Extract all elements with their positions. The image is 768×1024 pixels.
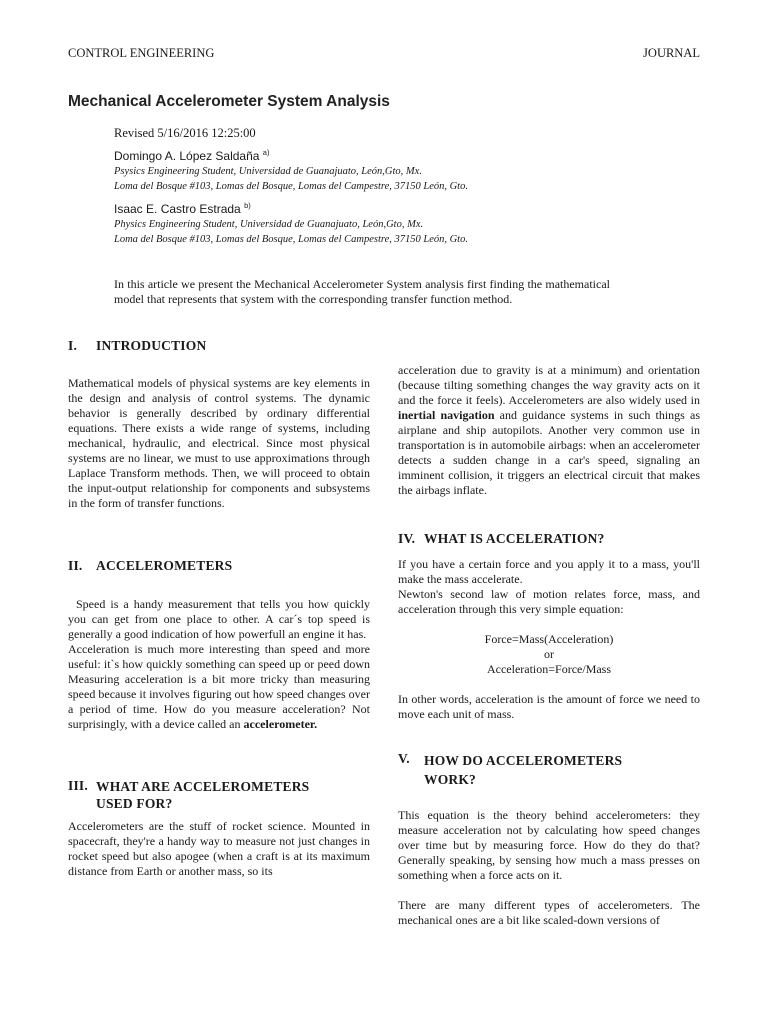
section-heading-4 xyxy=(398,531,700,547)
author-name xyxy=(114,148,714,163)
paragraph xyxy=(68,642,370,732)
author-affiliation: Physics Engineering Student, Universidad de Guanajuato, León,Gto, Mx. xyxy=(114,219,424,230)
section-4-body xyxy=(398,557,700,722)
abstract: In this article we present the Mechanical Accelerometer System analysis first finding the mathematical model that represents that system with the corresponding transfer function method. xyxy=(114,277,610,306)
section-number: V. xyxy=(398,751,410,766)
author-name xyxy=(114,201,714,216)
author-name-text: Isaac E. Castro Estrada xyxy=(114,202,241,216)
revised-date: Revised 5/16/2016 12:25:00 xyxy=(114,126,256,140)
paragraph: Newton's second law of motion relates force, mass, and acceleration through this very simple equation: xyxy=(398,587,700,616)
bold-term: inertial navigation xyxy=(398,408,495,422)
equation-or: or xyxy=(544,647,554,661)
author-name-text: Domingo A. López Saldaña xyxy=(114,149,260,163)
paragraph: This equation is the theory behind accelerometers: they measure acceleration not by calculating how speed changes over time but by measuring force. How do they do that? Generally speaking, by sensing how much a mass presses on something when a force acts on it. xyxy=(398,808,700,882)
paragraph-text: and guidance systems in such things as airplane and ship autopilots. Another very common use in transportation is in automobile airbags: when an accelerometer detects a sudden change in a car's speed, signaling an imminent collision, it triggers an electrical circuit that makes the airbags inflate. xyxy=(398,408,700,497)
paragraph-text: Acceleration is much more interesting than speed and more useful: it`s how quickly something can speed up or peed down Measuring acceleration is a bit more tricky than measuring speed because it involves figuring out how speed changes over a period of time. How do you measure acceleration? Not surprisingly, with a device called an xyxy=(68,642,370,731)
equation-1: Force=Mass(Acceleration) xyxy=(484,632,614,646)
author-superscript: a) xyxy=(262,148,270,157)
paragraph: In other words, acceleration is the amount of force we need to move each unit of mass. xyxy=(398,692,700,721)
section-number: I. xyxy=(68,338,78,353)
paragraph: Speed is a handy measurement that tells you how quickly you can get from one place to other. A car´s top speed is generally a good indication of how powerfull an engine it has. xyxy=(68,597,370,641)
section-heading-3 xyxy=(68,778,370,812)
paragraph-text: acceleration due to gravity is at a minimum) and orientation (because tilting something changes the way gravity acts on it and the force it feels). Accelerometers are also widely used in xyxy=(398,363,700,407)
section-3-body xyxy=(68,819,370,879)
running-header-left: CONTROL ENGINEERING xyxy=(68,46,215,60)
author-block-1 xyxy=(114,148,714,194)
section-3-continued xyxy=(398,363,700,498)
section-number: IV. xyxy=(398,531,416,546)
paragraph: Accelerometers are the stuff of rocket science. Mounted in spacecraft, they're a handy way to measure not just changes in rocket speed but also apogee (when a craft is at its maximum distance from Earth or another mass, so its xyxy=(68,819,370,878)
author-affiliation: Psysics Engineering Student, Universidad de Guanajuato, León,Gto, Mx. xyxy=(114,166,422,177)
section-title: WHAT IS ACCELERATION? xyxy=(424,531,605,546)
author-superscript: b) xyxy=(244,201,251,210)
section-number: II. xyxy=(68,558,83,573)
paragraph: There are many different types of accelerometers. The mechanical ones are a bit like scaled-down versions of xyxy=(398,898,700,927)
section-heading-1 xyxy=(68,338,370,354)
section-heading-5 xyxy=(398,751,700,789)
section-number: III. xyxy=(68,778,88,793)
paragraph: If you have a certain force and you apply it to a mass, you'll make the mass accelerate. xyxy=(398,557,700,586)
section-title: INTRODUCTION xyxy=(96,338,207,353)
paragraph: Mathematical models of physical systems are key elements in the design and analysis of control systems. The dynamic behavior is generally described by ordinary differential equations. There exists a wide range of systems, including mechanical, hydraulic, and electrical. Since most physical systems are no linear, we must to use approximations through Laplace Transform methods. Then, we will proceed to obtain the input-output relationship for components and subsystems in the form of transfer functions. xyxy=(68,376,370,510)
section-5-body xyxy=(398,808,700,928)
bold-term: accelerometer. xyxy=(243,717,318,731)
paper-title: Mechanical Accelerometer System Analysis xyxy=(68,93,390,110)
section-title: ACCELEROMETERS xyxy=(96,558,233,573)
equation-2: Acceleration=Force/Mass xyxy=(486,662,612,676)
section-title: HOW DO ACCELEROMETERS WORK? xyxy=(424,753,623,787)
section-1-body xyxy=(68,376,370,511)
running-header-right: JOURNAL xyxy=(643,46,700,60)
paragraph xyxy=(398,363,700,498)
section-title: WHAT ARE ACCELEROMETERS USED FOR? xyxy=(96,779,310,811)
author-address: Loma del Bosque #103, Lomas del Bosque, Lomas del Campestre, 37150 León, Gto. xyxy=(114,234,468,245)
section-heading-2 xyxy=(68,558,370,574)
author-block-2 xyxy=(114,201,714,247)
author-address: Loma del Bosque #103, Lomas del Bosque, Lomas del Campestre, 37150 León, Gto. xyxy=(114,181,468,192)
section-2-body xyxy=(68,597,370,732)
